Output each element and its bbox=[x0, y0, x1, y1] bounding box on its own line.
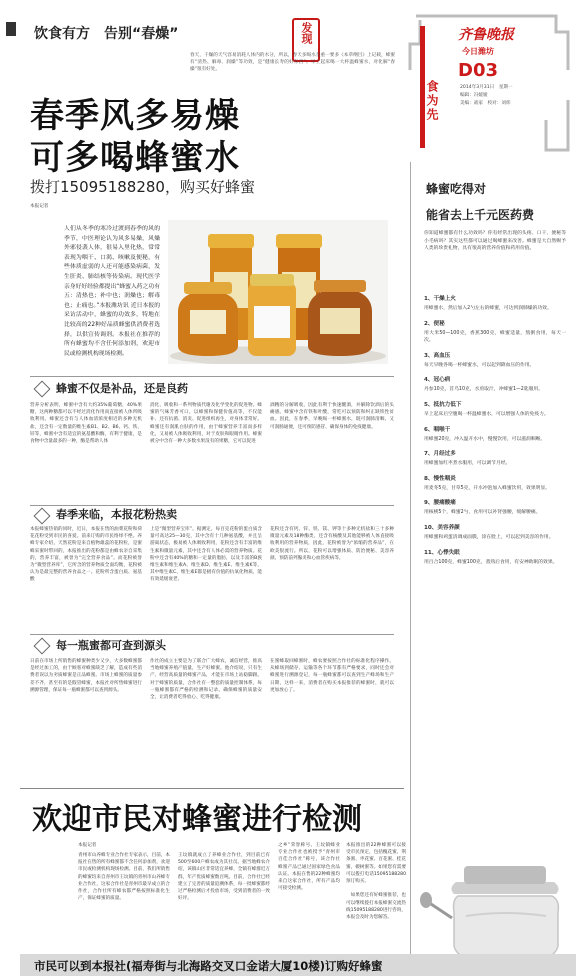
masthead bbox=[406, 10, 574, 156]
remedy-list bbox=[424, 294, 566, 866]
bottom-reporter: 本报记者 bbox=[78, 843, 97, 848]
remedy-text: 用蜂蜜加红枣煮水服用，可以调节月经。 bbox=[424, 461, 511, 467]
section-1-col-3: 酒精的分解吸收，因此有利于快速醒酒，并解除饮酒后的头痛感。蜂蜜中含有铁和叶酸，常吃可以预防和纠正缺铁性贫血。因此，在春季，早晚喝一杯蜂蜜水，既可润肺清咽、又可润肠通便，还可预防感冒、确保身体的免疫健康。 bbox=[270, 403, 394, 430]
remedy-text: 用麦冬5克，甘草5克，开水冲泡加入蜂蜜饮用，效果明显。 bbox=[424, 485, 551, 491]
section-2-col-3: 花粉还含有钙、锌、铁、镁、钾等十多种无机盐和三十多种微量元素及18种酶类，还含有核酸及其他能够被人体直接吸收利用的营养物质，因此，花粉被誉为“浓缩的营养品”，在欧美很流行。所以，花粉可以增强体质、防治便秘、美容养颜、预防前列腺炎和心血管疾病等。 bbox=[270, 527, 394, 561]
remedy-text: 用大米50—100克，香蕉300克，蜂蜜适量，熬粥食用，每天一次。 bbox=[424, 330, 566, 344]
section-3-heading: 每一瓶蜜都可查到源头 bbox=[56, 639, 166, 652]
section-3-col-1: 日前在市场上所销售的蜂蜜种类少又少，大多数蜂蜜都是经过加工的，由于顾客对蜂蜜缺乏了解，造成有些消费者误以为劣质蜂蜜是正品蜂蜜。市场上蜂蜜的质量参差不齐，甚至有的是假冒蜂蜜，本报社对所售蜂蜜进行溯源管理，保证每一瓶蜂蜜都可以查到源头。 bbox=[30, 659, 142, 693]
section-vertical: 食为先 bbox=[425, 80, 439, 122]
section-3-rule bbox=[30, 634, 394, 635]
remedy-text: 每天早晚各喝一杯蜂蜜水，可以起到降血压的作用。 bbox=[424, 362, 535, 368]
remedy-text: 丹参10克，首乌10克，水煎取汁，冲蜂蜜1—2匙服用。 bbox=[424, 387, 544, 393]
kicker-bar bbox=[6, 22, 16, 36]
section-3-col-2: 作社的成立主要是为了联合广大蜂农，诚信经营，推高当地蜂蜜养殖产值量，生产好蜂蜜。他介绍说，只有生产、经营高质量的蜂蜜产品，才能在市场上站稳脚跟。对于蜂蜜的质量，合作社有一整套的质量控制体系，每一瓶蜂蜜都有严格的检测和记录，确保蜂蜜的质量安全，让消费者吃得放心、吃得健康。 bbox=[150, 659, 262, 701]
bottom-col-4: 本报推出的22种蜂蜜可以接受市民预定，包括槐花蜜、荆条蜜、枣花蜜、百花蜜、桂花蜜、椴树蜜等。如果您有需要可以拨打电话15095188280预订购买。 如果您还有好蜂蜜推荐，也可以继续拨打本报蜂蜜交流热线15095188280进行咨询，本报会及时为您解答。 bbox=[346, 843, 406, 921]
bottom-rule bbox=[20, 788, 404, 789]
honey-jar-illustration bbox=[418, 842, 576, 972]
remedy-text: 用核桃5个，蜂蜜2勺，食用可以补肾强腰，缓解腰痛。 bbox=[424, 510, 541, 516]
right-heading-2: 能省去上千元医药费 bbox=[426, 208, 535, 222]
section-1-rule bbox=[30, 376, 394, 377]
design-credit: 美编：战家 校对：刘炜 bbox=[460, 101, 511, 106]
right-column-divider bbox=[410, 162, 411, 962]
remedy-text: 用蜂蜜水，然后加入2勺左右的蜂蜜，可达到润肺燥的功效。 bbox=[424, 306, 552, 311]
remedy-heading: 1、干燥上火 bbox=[424, 296, 456, 302]
remedy-heading: 11、心悸失眠 bbox=[424, 549, 460, 556]
main-title-1: 春季风多易燥 bbox=[30, 96, 240, 136]
section-1-col-1: 营养分析表明，蜂蜜中含有大约35%葡萄糖，40%果糖，这两种糖都可以不经过消化作用而直接被人体所吸收利用。蜂蜜还含有与人体血清浓度相近的多种无机盐，还含有一定数量的维生素B1、B2、B6、钙、铁、锌等，蜂蜜中含有适宜的氨基酸和酶，有利于健康，是食物中含量最多的一种，酶是帮助人体 bbox=[30, 403, 142, 445]
remedy-heading: 10、美容养颜 bbox=[424, 524, 460, 531]
reporter-line: 本报记者 bbox=[30, 204, 49, 209]
intro-text: 春天，干燥的天气容易消耗人体内的水分，所以，春天多喝水是重一要多《本草纲目》上记载，蜂蜜有“清热、解毒、润燥”等功效，是“健康长寿的好东西”。早上起床喝一大杯温蜂蜜水，对化解“春燥”很有好处。 bbox=[190, 53, 395, 72]
section-2-heading: 春季来临，本报花粉热卖 bbox=[56, 508, 177, 521]
section-2-col-1: 本报蜂蜜热销的同时，近日，本报在售的油菜花粉和荷花花粉受到市民的喜爱。前来订购的市民络绎不绝。养蜂专家介绍，天然花粉是来自植物雄蕊的花粉粒，是蜜蜂采蜜时带回的，本报推出的花粉都是由蜂农亲自采集的，营养丰富，被誉为“完全营养食品”。而花粉被誉为“微型营养库”，它所含的营养物质全面均衡，花粉被认为是最完整的营养食品之一。花粉所含蛋白质、氨基酸 bbox=[30, 527, 142, 583]
main-title-2: 可多喝蜂蜜水 bbox=[30, 138, 240, 178]
remedy-text: 用百合100克，蜂蜜100克，蒸熟后食用，有安神助眠的效果。 bbox=[424, 559, 558, 565]
remedy-text: 用蜂蜜和鸡蛋清调成面膜，涂在脸上，可以起到美容的作用。 bbox=[424, 534, 554, 540]
section-1-col-2: 消化、吸收和一系列物质代谢及化学变化的促进物。蜂蜜的气味芳香可口，以蜂蜜和保健价值高等，不仅能补、还有抗菌、消炎、促进组织再生，对身体非常好。蜂蜜还有润肌白肤的作用，由于蜂蜜营养丰富而多样化，又易被人体吸收利用，对于皮肤和眼睛作用。蜂蜜被分中含有一种大多数水果没有的果糖，它可以促进 bbox=[150, 403, 262, 445]
bottom-title: 欢迎市民对蜂蜜进行检测 bbox=[32, 802, 362, 837]
kicker-headline: 饮食有方 告别“春燥” bbox=[34, 26, 179, 42]
paper-name: 齐鲁晚报 bbox=[458, 27, 514, 43]
remedy-heading: 3、高血压 bbox=[424, 352, 451, 359]
pub-date: 2014年3月31日 星期一 bbox=[460, 85, 513, 90]
lead-text: 人们从冬季的寒冷过渡到春季的风的季节，中医理论认为风多易燥，风燥外邪侵袭人体，很易入里化热，常常表现为咽干、口渴、咳嗽及便秘，有些体质虚弱的人还可能感染病菌，发生肝炎、肺结核等传染病。现代医学亲身好好经验都提出“蜂蜜入药之功有五：清热也；补中也；润燥也；解毒也；止痛也。”本报潍坊讯 近日本报的采访活动中，蜂蜜的功效多，特地在比较高的22种好品质蜂蜜供消费者选择，以供宣传调剂。本报社在推荐的所有蜂蜜均不含任何添加剂，欢迎市民或检测机构现场检测。 bbox=[64, 226, 160, 357]
right-intro: 你知道蜂蜜都有什么功效吗？你有经常出现的头疼、口干、便秘等小毛病吗？其实这些都可以通过喝蜂蜜来改善。蜂蜜是大自然赐予人类的珍贵礼物，具有很高的营养价值和药用价值。 bbox=[424, 231, 566, 252]
bottom-col-3: 之乡”荣誉称号。王坟镇蜂业专业合作社也被授予“青州市百佳合作社”称号，该合作社蜂蜜产品已通过国家绿色食品认证。本报在售的22种蜂蜜均来自这家合作社，所有产品均可接受检测。 bbox=[278, 843, 340, 892]
section-1-heading: 蜂蜜不仅是补品，还是良药 bbox=[56, 382, 188, 395]
remedy-text: 早上起床后空腹喝一杯温蜂蜜水，可以增强人体的免疫力。 bbox=[424, 411, 549, 417]
remedy-heading: 4、冠心病 bbox=[424, 377, 451, 384]
footer-text: 市民可以到本报社(福寿街与北海路交叉口金诺大厦10楼)订购好蜂蜜 bbox=[34, 959, 383, 973]
section-2-marker bbox=[34, 508, 51, 525]
bottom-col-1: 青州市山养蜂专业合作社专家表示，目前，本报社在售的所有蜂蜜都不含任何添加剂，欢迎市民或检测机构现场检测。目前，我们所销售的蜂蜜均来自青州市王坟镇的青州市山养蜂专业合作社，这家合作社是青州市最早成立的合作社，合作社所有蜂农都严格按照标准化生产，保证蜂蜜的质量。 bbox=[78, 853, 170, 902]
section-3-col-3: 在蜜蜂取回蜂蜜时，蜂农要按照合作社的标准化程序操作。从蜂场到储存、运输等各个环节都有严格要求，同时还会对蜂蜜进行溯源登记，每一瓶蜂蜜都可以查到生产蜂场和生产日期，这样一来，消费者在购买本报推荐的蜂蜜时，就可以更加放心了。 bbox=[270, 659, 394, 693]
honey-jars-photo bbox=[168, 220, 388, 364]
section-2-col-2: 上是“微型营养宝库”。据测定，每百克花粉的蛋白质含量可高达25—30克，其中含有十几种氨基酸，并且呈游离状态，极易被人体吸收利用，花粉还含有丰富的维生素和微量元素，其中还含有人体必需的营养物质。花粉中还含有40%的糖和一定量的脂肪，以及丰富的B族维生素和维生素A、维生素D、维生素E、维生素K等，其中维生素C、维生素E都是极有价值的抗氧化物质，能有效延缓衰老。 bbox=[150, 527, 262, 583]
remedy-heading: 7、月经过多 bbox=[424, 451, 456, 458]
editor: 编辑：冯媛媛 bbox=[460, 93, 488, 98]
remedy-heading: 8、慢性咽炎 bbox=[424, 475, 456, 482]
right-heading-1: 蜂蜜吃得对 bbox=[426, 182, 487, 196]
remedy-list-inner bbox=[424, 294, 566, 566]
remedy-heading: 5、抵抗力低下 bbox=[424, 401, 462, 408]
section-3-marker bbox=[34, 638, 51, 655]
remedy-text: 用蜂蜜20克，冲入温开水中，慢慢饮用，可以滋润咽喉。 bbox=[424, 436, 546, 442]
remedy-heading: 6、咽喉干 bbox=[424, 426, 451, 433]
main-subtitle: 拨打15095188280，购买好蜂蜜 bbox=[30, 178, 255, 196]
page-number: D03 bbox=[458, 60, 498, 81]
remedy-heading: 2、便秘 bbox=[424, 320, 445, 327]
remedy-heading: 9、腰痛酸痛 bbox=[424, 500, 456, 507]
bottom-col-2: 王坟镇就成立了养蜂业合作社，到目前已有500至600户蜂农成为其社员。据当地蜂农介绍，该镇山区非常适宜养蜂，全镇有蜂群近万群，年产优质蜂蜜数百吨。目前，合作社已经建立了完善的质量追溯体系，每一批蜂蜜都经过严格检测后才投放市场，受到消费者的一致好评。 bbox=[178, 853, 270, 902]
section-1-marker bbox=[34, 381, 51, 398]
tag-label: 发现 bbox=[300, 22, 313, 44]
section-name: 今日潍坊 bbox=[462, 47, 494, 56]
